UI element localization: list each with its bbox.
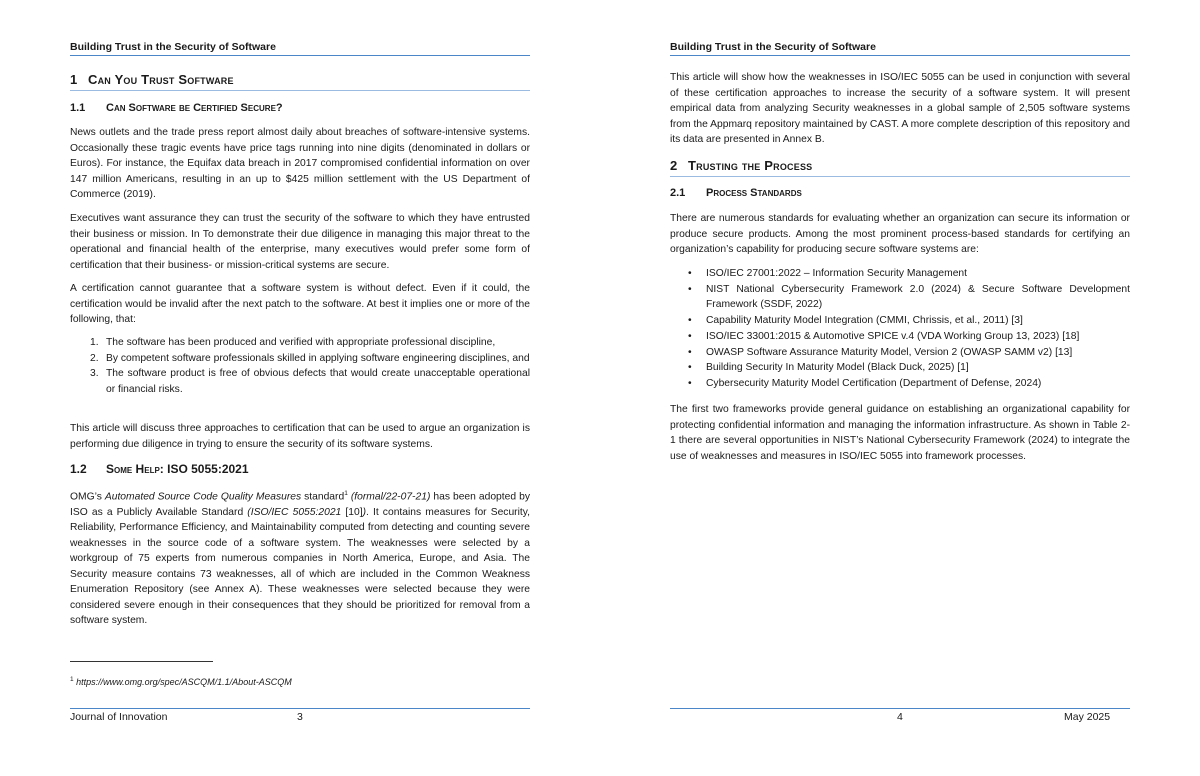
footer-rule: [670, 708, 1130, 709]
footer-journal: Journal of Innovation: [70, 711, 168, 723]
section-2-heading: [670, 158, 1130, 177]
subsection-1-1-heading: [70, 102, 530, 114]
list-item: • ISO/IEC 33001:2015 & Automotive SPICE v.4 (VDA Working Group 13, 2023) [18]: [688, 330, 1080, 342]
footnote-separator: [70, 661, 213, 662]
page-number: 3: [297, 711, 303, 723]
section-number: 2: [670, 158, 678, 173]
paragraph: This article will show how the weaknesses in ISO/IEC 5055 can be used in conjunction with several of these certification approaches to increase the security of a software system. It will present empirical data from analyzing Security weaknesses in a global sample of 2,505 software systems from the Appmarq repository maintained by CAST. A more complete description of this repository and its data are presented in Annex B.: [670, 72, 1130, 145]
list-item: • ISO/IEC 27001:2022 – Information Security Management: [688, 268, 968, 279]
subsection-number: 1.2: [70, 462, 87, 476]
bullet-list: [670, 266, 1130, 392]
section-number: 1: [70, 72, 78, 87]
paragraph: The first two frameworks provide general guidance on establishing an organizational capability for protecting confidential information and managing the information infrastructure. As shown in Table 2-1 there are several opportunities in NIST’s National Cybersecurity Framework (2024) to integrate the use of weaknesses and measures in ISO/IEC 5055 into framework processes.: [670, 404, 1130, 462]
subsection-title: Some Help: ISO 5055:2021: [106, 462, 249, 476]
footnote: $^1$ https://www.omg.org/spec/ASCQM/1.1/About-ASCQM: [70, 676, 292, 687]
paragraph: News outlets and the trade press report almost daily about breaches of software-intensive systems. Occasionally these tragic events have price tags running into nine digits (denominated in dollars or Euros). For instance, the Equifax data breach in 2017 compromised confidential information on over 147 million Americans, resulting in an up to $425 million settlement with the US Department of Commerce (2019).: [70, 127, 530, 200]
running-head: Building Trust in the Security of Software: [670, 41, 1130, 56]
paragraph: OMG’s Automated Source Code Quality Measures standard$^1$ (formal/22-07-21) has been adopted by ISO as a Publicly Available Standard (ISO/IEC 5055:2021 [10]). It contains measures for Security, Reliability, Performance Efficiency, and Maintainability computed from detecting and counting severe weaknesses in the source code of a software system. The weaknesses were selected by a workgroup of 75 experts from numerous companies in North America, Europe, and Asia. The Security measure contains 73 weaknesses, all of which are included in the Common Weakness Enumeration Repository (see Annex A). These weaknesses were selected because they were considered severe enough in their consequences that they should be prioritized for removal from a software system.: [70, 490, 531, 627]
running-head: Building Trust in the Security of Software: [70, 41, 530, 56]
list-item: • NIST National Cybersecurity Framework 2.0 (2024) & Secure Software Development Framework (SSDF, 2022): [688, 283, 1130, 311]
section-title: Trusting the Process: [688, 158, 813, 173]
numbered-list: [70, 335, 530, 397]
subsection-title: Process Standards: [706, 187, 802, 199]
subsection-number: 2.1: [670, 187, 686, 199]
list-item: 1. The software has been produced and verified with appropriate professional discipline,: [90, 337, 496, 348]
footer-rule: [70, 708, 530, 709]
list-item: • OWASP Software Assurance Maturity Model, Version 2 (OWASP SAMM v2) [13]: [688, 346, 1073, 358]
subsection-1-2-heading: [70, 462, 530, 476]
paragraph: Executives want assurance they can trust the security of the software to which they have entrusted their business or mission. In To demonstrate their due diligence in managing this major threat to the operational and financial health of the enterprise, many executives would prefer some form of certification that their business- or mission-critical systems are secure.: [70, 213, 530, 271]
page-number: 4: [897, 711, 903, 723]
paragraph: There are numerous standards for evaluating whether an organization can secure its information or produce secure products. Among the most prominent process-based standards for certifying an organization’s capability for producing secure software systems are:: [670, 213, 1130, 255]
list-item: • Capability Maturity Model Integration (CMMI, Chrissis, et al., 2011) [3]: [688, 315, 1023, 327]
paragraph: A certification cannot guarantee that a software system is without defect. Even if it could, the certification would be invalid after the next patch to the software. At best it implies one or more of the following, that:: [70, 283, 530, 325]
subsection-title: Can Software be Certified Secure?: [106, 102, 283, 114]
footer-date: May 2025: [1064, 711, 1111, 723]
list-item: 2. By competent software professionals skilled in applying software engineering disciplines, and: [90, 352, 530, 364]
footnote-ref[interactable]: 1: [344, 490, 348, 497]
subsection-2-1-heading: [670, 187, 1130, 199]
left-page: [70, 0, 530, 776]
subsection-number: 1.1: [70, 102, 86, 114]
list-item: • Cybersecurity Maturity Model Certification (Department of Defense, 2024): [688, 377, 1042, 389]
paragraph: This article will discuss three approaches to certification that can be used to argue an organization is performing due diligence in trying to ensure the security of its software systems.: [70, 423, 530, 450]
list-item: 3. The software product is free of obvious defects that would create unacceptable operational or financial risks.: [90, 368, 530, 395]
right-page: [670, 0, 1130, 776]
section-title: Can You Trust Software: [88, 72, 234, 87]
list-item: • Building Security In Maturity Model (Black Duck, 2025) [1]: [688, 362, 969, 374]
section-1-heading: [70, 72, 530, 91]
footnote-link[interactable]: https://www.omg.org/spec/ASCQM/1.1/About-ASCQM: [73, 677, 292, 687]
